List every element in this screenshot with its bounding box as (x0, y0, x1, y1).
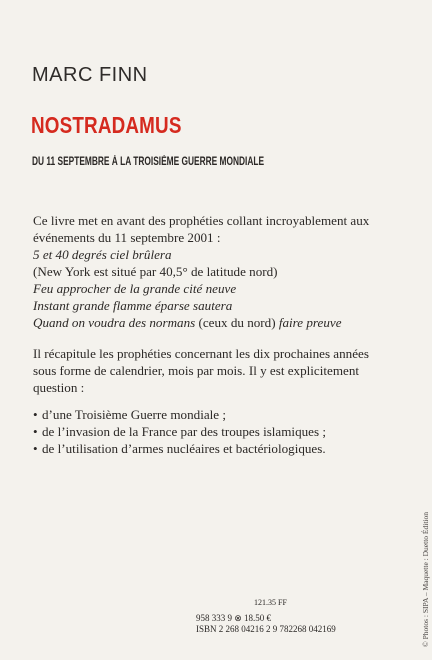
list-item (33, 423, 393, 440)
list-item (33, 406, 393, 423)
verse-line-4: Instant grande flamme éparse sautera (33, 298, 233, 313)
list-item-text: de l’invasion de la France par des troupes islamiques ; (42, 424, 326, 439)
bullet-icon: • (33, 407, 38, 422)
isbn-label: ISBN (196, 624, 217, 634)
book-subtitle: DU 11 SEPTEMBRE À LA TROISIÈME GUERRE MONDIALE (32, 155, 265, 168)
verse-line-1: 5 et 40 degrés ciel brûlera (33, 247, 172, 262)
verse-line-3: Feu approcher de la grande cité neuve (33, 281, 237, 296)
verse-line-5-note: (ceux du nord) (195, 315, 279, 330)
topic-list (33, 406, 393, 457)
bullet-icon: • (33, 424, 38, 439)
intro-paragraph: Ce livre met en avant des prophéties collant incroyablement aux événements du 11 septembre 2001 : (33, 213, 370, 245)
list-item-text: d’une Troisième Guerre mondiale ; (42, 407, 227, 422)
list-item-text: de l’utilisation d’armes nucléaires et bactériologiques. (42, 441, 326, 456)
prophecy-verse (33, 246, 393, 331)
credit-text: © Photos : SIPA – Maquette : Duetto Édition (421, 511, 430, 647)
summary-paragraph: Il récapitule les prophéties concernant les dix prochaines années sous forme de calendrier, mois par mois. Il y est explicitement question : (33, 346, 369, 395)
bullet-icon: • (33, 441, 38, 456)
verse-line-5 (33, 314, 393, 331)
verse-line-5-end: faire preuve (278, 315, 342, 330)
barcode-digits: 9 782268 042169 (272, 624, 336, 634)
book-title: NOSTRADAMUS (31, 112, 182, 138)
price-ff: 121.35 FF (254, 598, 287, 607)
author-name: MARC FINN (32, 64, 148, 86)
verse-line-5-start: Quand on voudra des normans (33, 315, 196, 330)
back-cover-text (33, 212, 393, 457)
isbn-row (196, 624, 420, 634)
code-line: 958 333 9 ⊗ 18.50 € (196, 613, 272, 623)
list-item (33, 440, 393, 457)
verse-line-2: (New York est situé par 40,5° de latitude nord) (33, 264, 278, 279)
isbn-value: 2 268 04216 2 (218, 624, 271, 634)
